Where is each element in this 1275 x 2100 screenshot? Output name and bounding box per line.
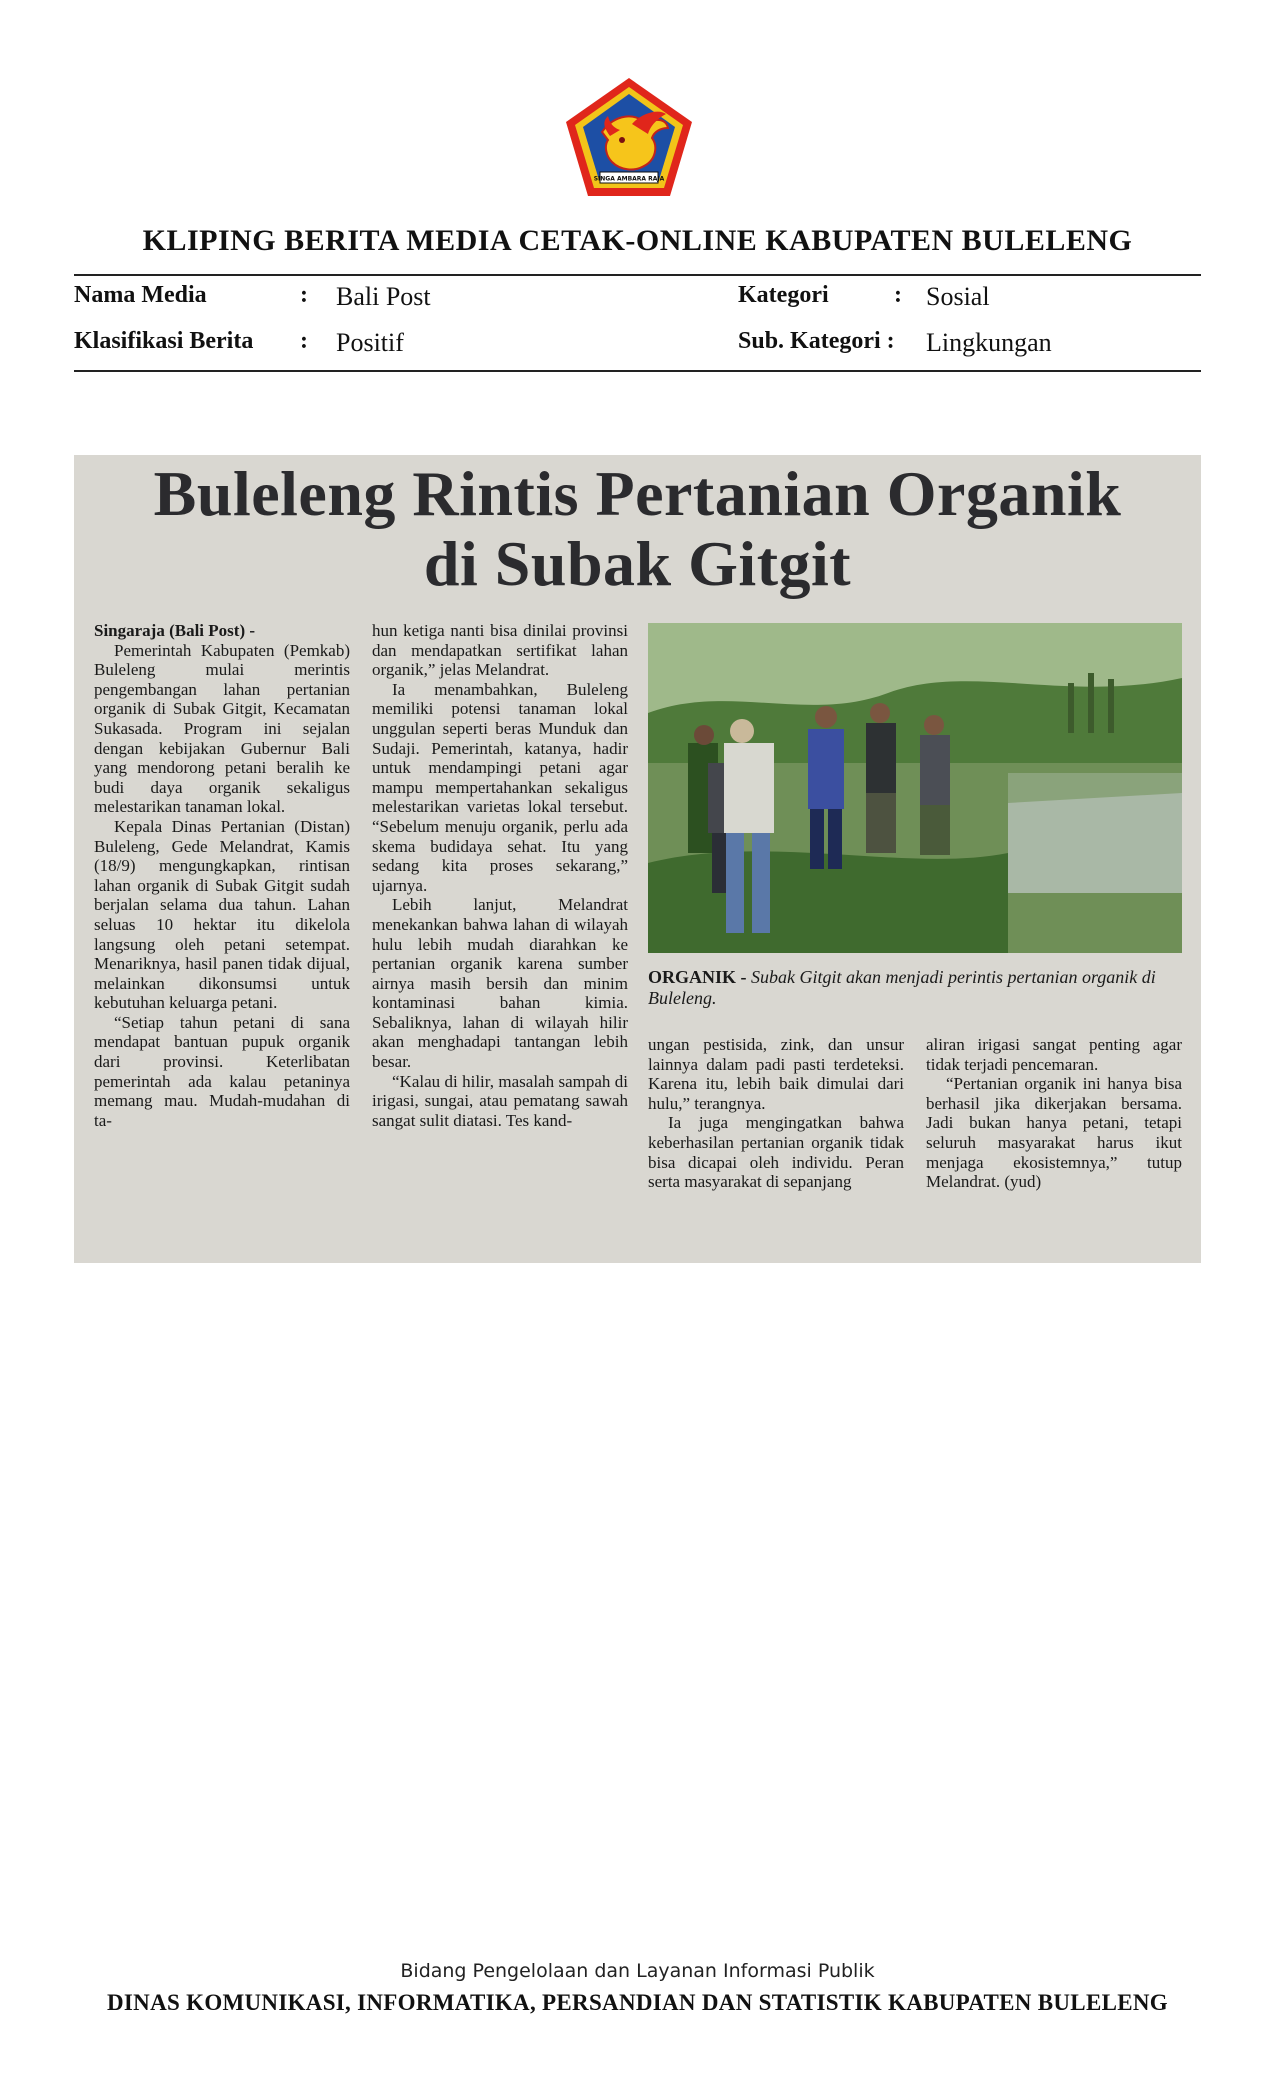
buleleng-crest-logo xyxy=(562,74,696,200)
logo-motto: SINGA AMBARA RAJA xyxy=(593,175,665,183)
paragraph: “Pertanian organik ini hanya bisa berhasil jika dikerjakan bersama. Jadi bukan hanya petani, tetapi seluruh masyarakat harus ikut menjaga ekosistemnya,” tutup Melandrat. (yud) xyxy=(926,1074,1182,1192)
photo-caption xyxy=(648,967,1182,1009)
photo-farmers-rice-field-icon xyxy=(648,623,1182,953)
paragraph: “Setiap tahun petani di sana mendapat bantuan pupuk organik dari provinsi. Keterlibatan pemerintah ada kalau petaninya memang mau. Mudah-mudahan di ta- xyxy=(94,1012,350,1130)
paragraph: aliran irigasi sangat penting agar tidak terjadi pencemaran. xyxy=(926,1035,1182,1074)
paragraph: Ia menambahkan, Buleleng memiliki potensi tanaman lokal unggulan seperti beras Munduk dan Sudaji. Pemerintah, katanya, hadir untuk mendampingi petani agar mampu mempertahankan sekaligus melestarikan varietas lokal tersebut. “Sebelum menuju organik, perlu ada skema budidaya sehat. Itu yang sedang kita proses sekarang,” ujarnya. xyxy=(372,679,628,895)
paragraph: “Kalau di hilir, masalah sampah di irigasi, sungai, atau pematang sawah sangat sulit diatasi. Tes kand- xyxy=(372,1071,628,1130)
klasifikasi-label: Klasifikasi Berita xyxy=(74,328,254,354)
page-title: KLIPING BERITA MEDIA CETAK-ONLINE KABUPATEN BULELENG xyxy=(142,224,1133,257)
subkategori-value: Lingkungan xyxy=(926,328,1052,357)
footer-division: Bidang Pengelolaan dan Layanan Informasi Publik xyxy=(400,1960,875,1982)
paragraph: Pemerintah Kabupaten (Pemkab) Buleleng mulai merintis pengembangan lahan pertanian organik di Subak Gitgit, Kecamatan Sukasada. Program ini sejalan dengan kebijakan Gubernur Bali yang mendorong petani beralih ke budi daya organik sekaligus melestarikan tanaman lokal. xyxy=(94,640,350,817)
article-column-3 xyxy=(648,1035,904,1192)
article-column-2 xyxy=(372,621,628,1130)
newspaper-clipping xyxy=(74,455,1201,1263)
headline-line-2: di Subak Gitgit xyxy=(423,528,852,599)
article-column-1 xyxy=(94,621,350,1130)
klasifikasi-colon: : xyxy=(300,328,308,354)
meta-divider xyxy=(74,370,1201,372)
paragraph: Kepala Dinas Pertanian (Distan) Buleleng, Gede Melandrat, Kamis (18/9) mengungkapkan, rintisan lahan organik di Subak Gitgit sudah berjalan selama dua tahun. Lahan seluas 10 hektar itu dikelola langsung oleh petani setempat. Menariknya, hasil panen tidak dijual, melainkan dikonsumsi untuk kebutuhan keluarga petani. xyxy=(94,816,350,1013)
media-colon: : xyxy=(300,282,308,308)
footer-agency: DINAS KOMUNIKASI, INFORMATIKA, PERSANDIAN DAN STATISTIK KABUPATEN BULELENG xyxy=(107,1990,1168,2015)
article-column-4 xyxy=(926,1035,1182,1192)
caption-label: ORGANIK - xyxy=(648,967,747,987)
headline-line-1: Buleleng Rintis Pertanian Organik xyxy=(153,458,1122,529)
kategori-value: Sosial xyxy=(926,282,990,311)
paragraph: ungan pestisida, zink, dan unsur lainnya dalam padi pasti terdeteksi. Karena itu, lebih baik dimulai dari hulu,” terangnya. xyxy=(648,1035,904,1113)
subkategori-label: Sub. Kategori : xyxy=(738,328,895,354)
klasifikasi-value: Positif xyxy=(336,328,404,357)
media-value: Bali Post xyxy=(336,282,431,311)
kategori-label: Kategori xyxy=(738,282,829,308)
title-divider xyxy=(74,274,1201,276)
paragraph: hun ketiga nanti bisa dinilai provinsi dan mendapatkan sertifikat lahan organik,” jelas Melandrat. xyxy=(372,621,628,680)
paragraph: Lebih lanjut, Melandrat menekankan bahwa lahan di wilayah hulu lebih mudah diarahkan ke pertanian organik karena sumber airnya masih bersih dan minim kontaminasi bahan kimia. Sebaliknya, lahan di wilayah hilir akan menghadapi tantangan lebih besar. xyxy=(372,895,628,1072)
kategori-colon: : xyxy=(894,282,902,308)
media-label: Nama Media xyxy=(74,282,207,308)
dateline: Singaraja (Bali Post) - xyxy=(94,621,256,640)
caption-text: Subak Gitgit akan menjadi perintis pertanian organik di Buleleng. xyxy=(648,967,1156,1008)
paragraph: Ia juga mengingatkan bahwa keberhasilan pertanian organik tidak bisa dicapai oleh individu. Peran serta masyarakat di sepanjang xyxy=(648,1113,904,1192)
